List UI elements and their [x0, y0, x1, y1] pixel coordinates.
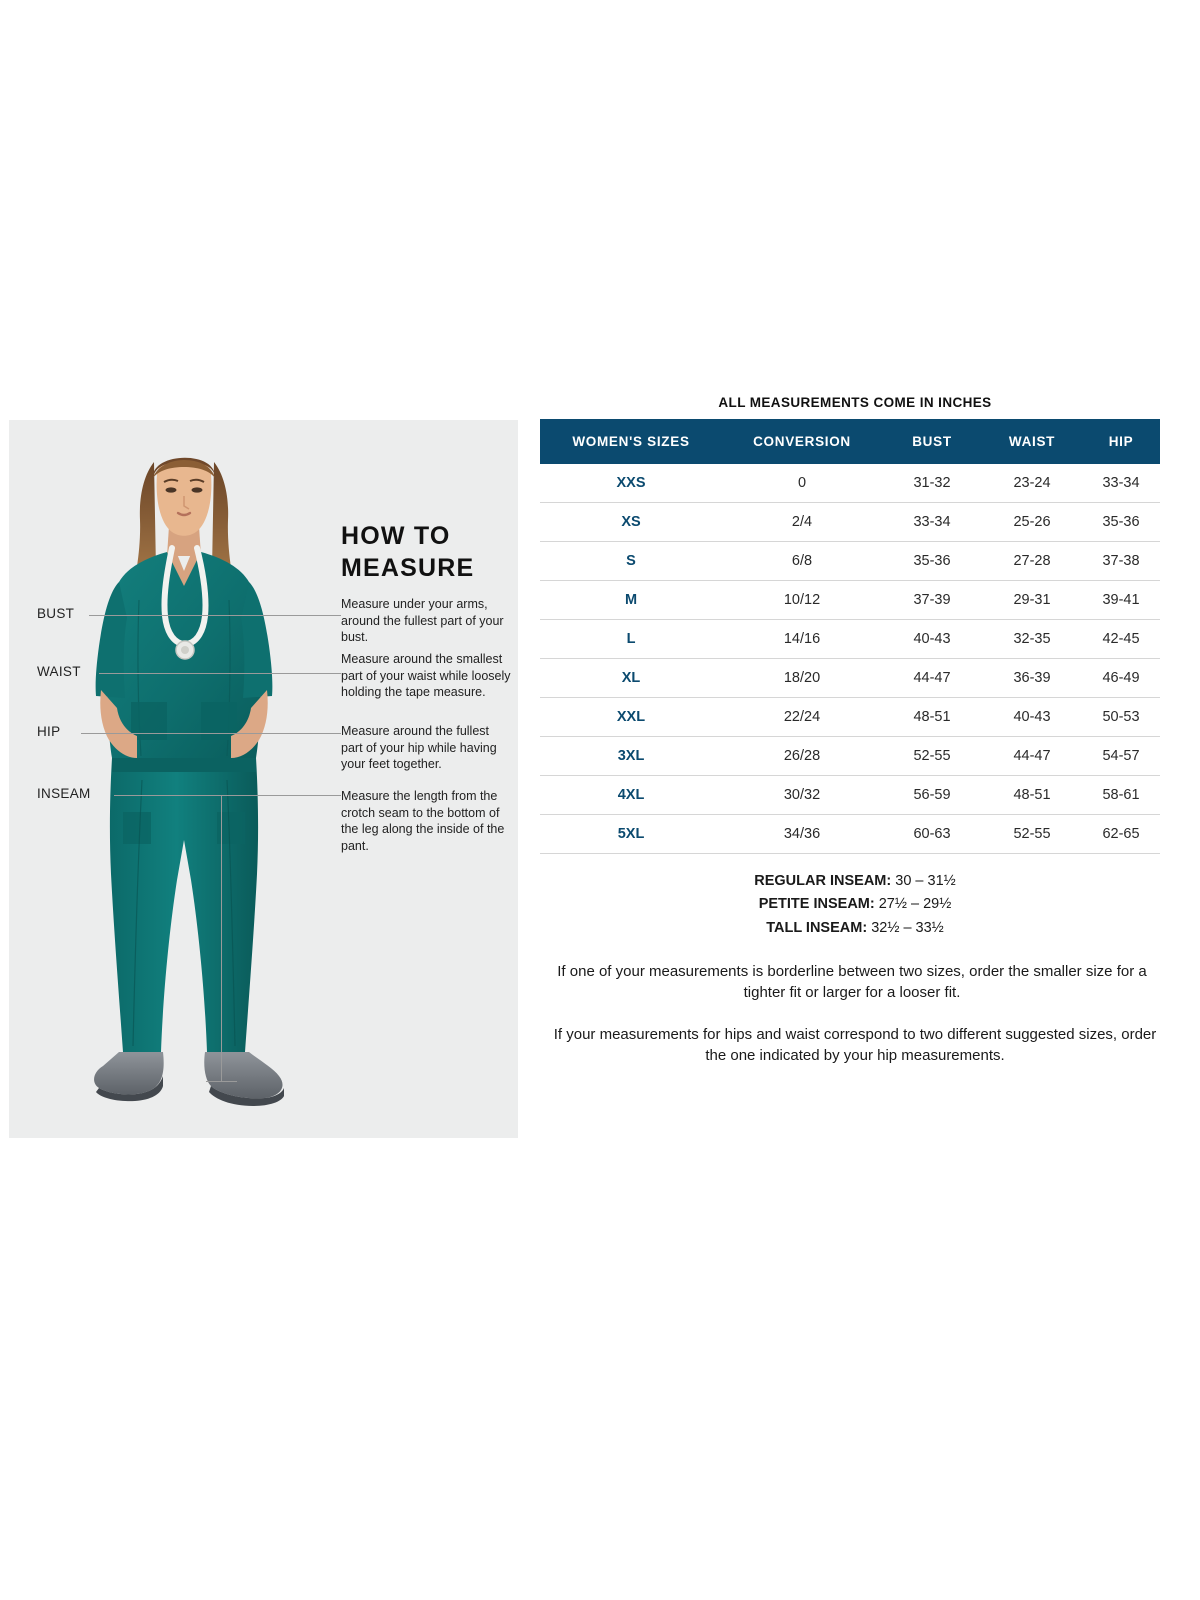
cell-bust: 44-47	[882, 659, 982, 698]
how-to-measure-title-line2: MEASURE	[341, 554, 475, 582]
cell-hip: 46-49	[1082, 659, 1160, 698]
cell-bust: 37-39	[882, 581, 982, 620]
table-row	[540, 464, 1160, 503]
cell-conversion: 22/24	[722, 698, 882, 737]
callout-line-hip	[81, 733, 341, 734]
cell-conversion: 2/4	[722, 503, 882, 542]
cell-hip: 50-53	[1082, 698, 1160, 737]
column-header-conversion: CONVERSION	[722, 419, 882, 464]
table-header-row	[540, 419, 1160, 464]
cell-conversion: 10/12	[722, 581, 882, 620]
column-header-hip: HIP	[1082, 419, 1160, 464]
inseam-tall-label: TALL INSEAM:	[766, 919, 868, 936]
inseam-measure-tick	[206, 1081, 237, 1082]
size-chart-table	[540, 419, 1160, 854]
inseam-tall	[540, 917, 1170, 940]
cell-hip: 54-57	[1082, 737, 1160, 776]
cell-hip: 37-38	[1082, 542, 1160, 581]
cell-size: XS	[540, 503, 722, 542]
cell-conversion: 26/28	[722, 737, 882, 776]
cell-size: XXL	[540, 698, 722, 737]
callout-line-waist	[99, 673, 341, 674]
measurements-heading: ALL MEASUREMENTS COME IN INCHES	[718, 395, 992, 410]
callout-label-waist: WAIST	[37, 664, 81, 679]
cell-bust: 35-36	[882, 542, 982, 581]
cell-conversion: 6/8	[722, 542, 882, 581]
cell-bust: 40-43	[882, 620, 982, 659]
cell-conversion: 34/36	[722, 815, 882, 854]
cell-bust: 48-51	[882, 698, 982, 737]
cell-hip: 33-34	[1082, 464, 1160, 503]
callout-line-inseam	[114, 795, 341, 796]
cell-bust: 60-63	[882, 815, 982, 854]
cell-bust: 56-59	[882, 776, 982, 815]
cell-bust: 31-32	[882, 464, 982, 503]
cell-waist: 27-28	[982, 542, 1082, 581]
cell-bust: 52-55	[882, 737, 982, 776]
cell-waist: 29-31	[982, 581, 1082, 620]
cell-waist: 40-43	[982, 698, 1082, 737]
cell-hip: 42-45	[1082, 620, 1160, 659]
cell-size: S	[540, 542, 722, 581]
how-to-measure-title-line1: HOW TO	[341, 522, 451, 550]
column-header-waist: WAIST	[982, 419, 1082, 464]
cell-conversion: 0	[722, 464, 882, 503]
cell-waist: 52-55	[982, 815, 1082, 854]
cell-waist: 32-35	[982, 620, 1082, 659]
cell-size: XXS	[540, 464, 722, 503]
inseam-regular-label: REGULAR INSEAM:	[754, 873, 892, 889]
cell-conversion: 14/16	[722, 620, 882, 659]
callout-label-bust: BUST	[37, 606, 75, 621]
callout-label-inseam: INSEAM	[37, 786, 91, 801]
cell-hip: 62-65	[1082, 815, 1160, 854]
cell-size: 3XL	[540, 737, 722, 776]
cell-conversion: 18/20	[722, 659, 882, 698]
cell-hip: 35-36	[1082, 503, 1160, 542]
inseam-tall-value: 32½ – 33½	[871, 919, 944, 936]
how-to-measure-title	[341, 520, 518, 584]
cell-hip: 58-61	[1082, 776, 1160, 815]
cell-size: L	[540, 620, 722, 659]
table-row	[540, 659, 1160, 698]
table-row	[540, 698, 1160, 737]
inseam-summary	[540, 870, 1170, 940]
cell-bust: 33-34	[882, 503, 982, 542]
table-row	[540, 542, 1160, 581]
inseam-measure-line	[221, 795, 222, 1082]
cell-size: 4XL	[540, 776, 722, 815]
cell-size: M	[540, 581, 722, 620]
table-row	[540, 620, 1160, 659]
table-row	[540, 503, 1160, 542]
instruction-inseam: Measure the length from the crotch seam to the bottom of the leg along the inside of the pant.	[341, 789, 505, 853]
cell-waist: 25-26	[982, 503, 1082, 542]
cell-waist: 36-39	[982, 659, 1082, 698]
footnote-borderline: If one of your measurements is borderline between two sizes, order the smaller size for a tighter fit or larger for a looser fit.	[557, 963, 1147, 1001]
cell-waist: 23-24	[982, 464, 1082, 503]
instruction-hip: Measure around the fullest part of your hip while having your feet together.	[341, 724, 497, 771]
table-row	[540, 815, 1160, 854]
cell-size: XL	[540, 659, 722, 698]
table-row	[540, 581, 1160, 620]
how-to-measure-panel	[9, 420, 518, 1138]
cell-waist: 44-47	[982, 737, 1082, 776]
instruction-waist: Measure around the smallest part of your waist while loosely holding the tape measure.	[341, 652, 511, 699]
size-chart-panel	[540, 395, 1170, 1066]
column-header-bust: BUST	[882, 419, 982, 464]
cell-hip: 39-41	[1082, 581, 1160, 620]
cell-waist: 48-51	[982, 776, 1082, 815]
callout-label-hip: HIP	[37, 724, 61, 739]
callout-line-bust	[89, 615, 341, 616]
instruction-bust: Measure under your arms, around the fullest part of your bust.	[341, 597, 504, 644]
footnote-hip-priority: If your measurements for hips and waist correspond to two different suggested sizes, order the one indicated by your hip measurements.	[553, 1026, 1157, 1064]
model-photo	[39, 440, 329, 1130]
cell-size: 5XL	[540, 815, 722, 854]
inseam-regular	[540, 870, 1170, 893]
inseam-regular-value: 30 – 31½	[895, 873, 956, 889]
column-header-sizes: WOMEN'S SIZES	[540, 419, 722, 464]
inseam-petite	[540, 893, 1170, 916]
cell-conversion: 30/32	[722, 776, 882, 815]
inseam-petite-label: PETITE INSEAM:	[758, 896, 875, 913]
table-row	[540, 776, 1160, 815]
table-row	[540, 737, 1160, 776]
inseam-petite-value: 27½ – 29½	[878, 896, 952, 913]
